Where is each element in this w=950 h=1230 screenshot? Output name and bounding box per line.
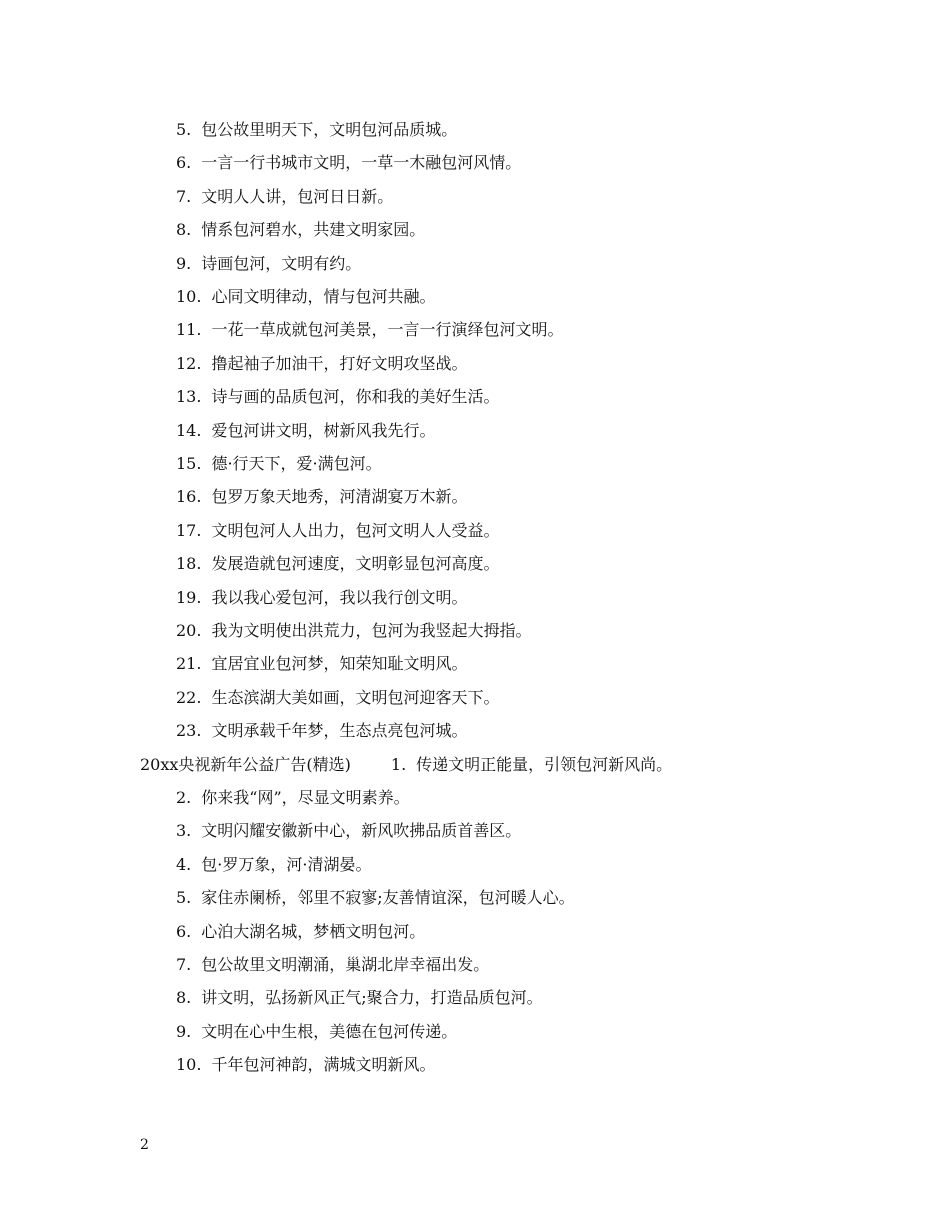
list-item-text: 生态滨湖大美如画，文明包河迎客天下。 <box>211 687 500 707</box>
list-item-text: 家住赤阑桥，邻里不寂寥;友善情谊深，包河暖人心。 <box>201 888 575 908</box>
list-item-number: 7. <box>176 955 192 974</box>
list-item-text: 德·行天下，爱·满包河。 <box>211 454 382 473</box>
page-number: 2 <box>140 1137 149 1153</box>
list-item <box>176 217 425 243</box>
list-item <box>176 551 499 577</box>
list-item-number: 18. <box>176 554 202 574</box>
list-item <box>176 251 361 277</box>
list-item-text: 一言一行书城市文明，一草一木融包河风情。 <box>201 153 522 173</box>
list-item <box>176 150 521 176</box>
list-item-text: 心泊大湖名城，梦栖文明包河。 <box>201 921 426 941</box>
list-item-number: 6. <box>176 153 192 173</box>
list-item <box>176 585 467 611</box>
list-item-number: 19. <box>176 587 202 607</box>
list-item <box>176 852 371 878</box>
list-item-number: 23. <box>176 721 202 741</box>
list-item-text: 讲文明，弘扬新风正气;聚合力，打造品质包河。 <box>201 988 543 1008</box>
list-item <box>176 785 410 811</box>
list-item <box>176 351 467 377</box>
list-item <box>176 651 467 677</box>
list-item-number: 17. <box>176 520 202 540</box>
list-item <box>176 685 499 711</box>
list-item-text: 文明承载千年梦，生态点亮包河城。 <box>211 721 468 741</box>
list-item-number: 5. <box>176 888 192 908</box>
list-item <box>176 718 467 744</box>
list-item-number: 22. <box>176 687 202 707</box>
list-item <box>176 885 575 911</box>
list-item-number: 11. <box>176 320 202 340</box>
list-item-text: 宜居宜业包河梦，知荣知耻文明风。 <box>211 654 468 674</box>
list-item-number: 21. <box>176 654 202 674</box>
list-item <box>176 618 531 644</box>
list-item-text: 爱包河讲文明，树新风我先行。 <box>211 420 436 440</box>
list-item-number: 12. <box>176 353 202 373</box>
list-item <box>176 1019 457 1045</box>
list-item <box>176 919 425 945</box>
list-item-text: 发展造就包河速度，文明彰显包河高度。 <box>211 554 500 574</box>
list-item-number: 7. <box>176 186 192 206</box>
list-item-text: 我为文明使出洪荒力，包河为我竖起大拇指。 <box>211 621 532 640</box>
list-item-number: 9. <box>176 253 192 273</box>
list-item-text: 诗与画的品质包河，你和我的美好生活。 <box>211 387 500 407</box>
list-item-number: 2. <box>176 788 192 807</box>
list-item-text: 文明包河人人出力，包河文明人人受益。 <box>211 520 500 540</box>
list-item-number: 15. <box>176 454 202 473</box>
list-item <box>176 317 563 343</box>
list-item <box>176 952 489 978</box>
list-item <box>176 985 543 1011</box>
list-item-text: 文明人人讲，包河日日新。 <box>201 186 394 206</box>
list-item-text: 传递文明正能量，引领包河新风尚。 <box>416 754 673 774</box>
list-item-number: 6. <box>176 921 192 941</box>
list-item <box>176 484 467 510</box>
list-item <box>176 451 382 477</box>
list-item-text: 我以我心爱包河，我以我行创文明。 <box>211 587 468 607</box>
list-item-number: 10. <box>176 1055 202 1075</box>
list-item-text: 诗画包河，文明有约。 <box>201 253 362 273</box>
list-item-text: 包公故里明天下，文明包河品质城。 <box>201 120 458 139</box>
list-item <box>176 384 499 410</box>
list-item-number: 13. <box>176 387 202 407</box>
list-item-text: 心同文明律动，情与包河共融。 <box>211 287 436 306</box>
list-item-text: 包公故里文明潮涌，巢湖北岸幸福出发。 <box>201 955 490 974</box>
list-item-number: 4. <box>176 854 192 874</box>
list-item <box>176 284 435 310</box>
list-item-text: 一花一草成就包河美景，一言一行演绎包河文明。 <box>211 320 564 340</box>
list-item <box>176 818 521 844</box>
list-item-text: 包罗万象天地秀，河清湖宴万木新。 <box>211 487 468 507</box>
list-item-number: 8. <box>176 220 192 240</box>
list-item <box>176 184 393 210</box>
list-item-text: 你来我“网”，尽显文明素养。 <box>201 788 410 807</box>
list-item-number: 9. <box>176 1021 192 1041</box>
list-item-number: 16. <box>176 487 202 507</box>
list-item-number: 5. <box>176 120 192 139</box>
section-heading-title: 20xx央视新年公益广告(精选) <box>140 754 351 774</box>
list-item-number: 3. <box>176 821 192 841</box>
list-item-number: 10. <box>176 287 202 306</box>
list-item <box>176 518 499 544</box>
list-item-number: 8. <box>176 988 192 1008</box>
list-item-number: 14. <box>176 420 202 440</box>
list-item <box>176 1052 435 1078</box>
section-heading-line <box>140 752 672 778</box>
list-item-number: 20. <box>176 621 202 640</box>
list-item-text: 千年包河神韵，满城文明新风。 <box>211 1055 436 1075</box>
list-item-text: 文明闪耀安徽新中心，新风吹拂品质首善区。 <box>201 821 522 841</box>
list-item-number: 1. <box>390 754 407 774</box>
list-item-text: 文明在心中生根，美德在包河传递。 <box>201 1021 458 1041</box>
list-item-text: 撸起袖子加油干，打好文明攻坚战。 <box>211 353 468 373</box>
list-item-text: 包·罗万象，河·清湖晏。 <box>201 854 372 874</box>
list-item <box>176 117 457 143</box>
list-item <box>176 418 435 444</box>
list-item-text: 情系包河碧水，共建文明家园。 <box>201 220 426 240</box>
